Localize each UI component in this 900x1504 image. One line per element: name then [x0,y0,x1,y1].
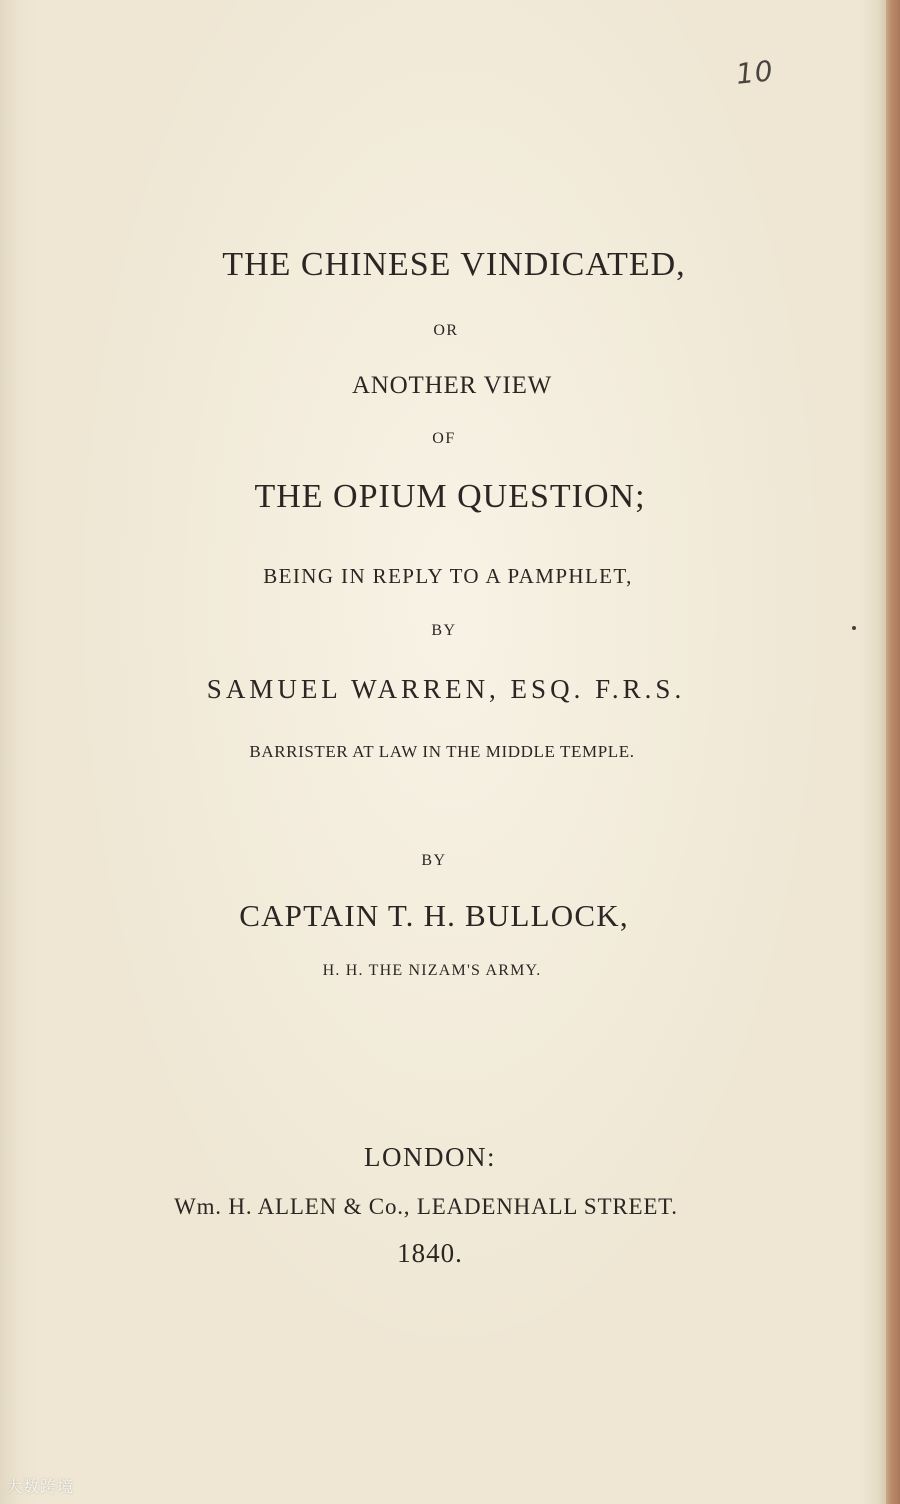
imprint-publisher: Wm. H. ALLEN & Co., LEADENHALL STREET. [174,1194,678,1219]
connector-by-second: BY [421,852,447,869]
connector-by-first: BY [431,622,457,639]
reply-statement: BEING IN REPLY TO A PAMPHLET, [263,564,633,588]
author-name: CAPTAIN T. H. BULLOCK, [239,898,629,933]
book-title: THE CHINESE VINDICATED, [222,246,686,283]
connector-or: OR [433,322,459,339]
handwritten-page-number: 10 [734,54,776,91]
connector-of: OF [432,430,456,447]
watermark: 大数跨境 [6,1477,75,1496]
subtitle-opium-question: THE OPIUM QUESTION; [254,478,646,515]
subtitle-another-view: ANOTHER VIEW [351,372,553,399]
author-role: H. H. THE NIZAM'S ARMY. [322,962,542,979]
imprint-year: 1840. [397,1238,463,1268]
imprint-city: LONDON: [364,1142,496,1172]
pamphlet-author-name: SAMUEL WARREN, ESQ. F.R.S. [206,674,686,704]
pamphlet-author-role: BARRISTER AT LAW IN THE MIDDLE TEMPLE. [249,742,635,761]
